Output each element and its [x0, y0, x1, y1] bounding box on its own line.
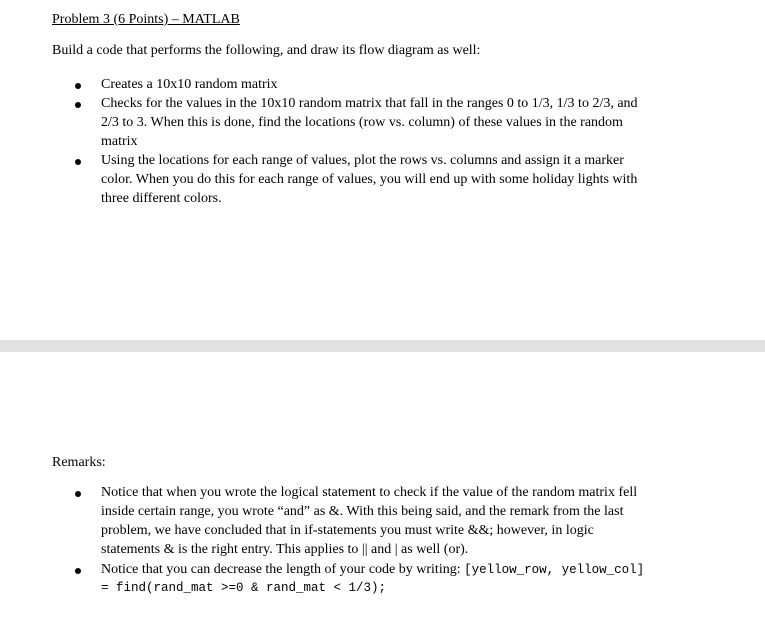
remark-1-line: inside certain range, you wrote “and” as &. With this being said, and the remark from the last: [101, 504, 624, 519]
task-2-line: 2/3 to 3. When this is done, find the locations (row vs. column) of these values in the random: [101, 115, 623, 130]
task-1-line: Creates a 10x10 random matrix: [101, 77, 278, 92]
task-2-line: matrix: [101, 134, 138, 149]
bullet-icon: [75, 83, 81, 89]
task-3-line: color. When you do this for each range of values, you will end up with some holiday lights with: [101, 172, 638, 187]
page-break-divider: [0, 340, 765, 352]
bullet-icon: [75, 102, 81, 108]
bullet-icon: [75, 159, 81, 165]
bullet-icon: [75, 568, 81, 574]
intro-text: Build a code that performs the following, and draw its flow diagram as well:: [52, 43, 481, 58]
code-snippet: = find(rand_mat >=0 & rand_mat < 1/3);: [101, 581, 387, 595]
task-2-line: Checks for the values in the 10x10 random matrix that fall in the ranges 0 to 1/3, 1/3 to 2/3, and: [101, 96, 638, 111]
remark-1-line: Notice that when you wrote the logical statement to check if the value of the random matrix fell: [101, 485, 638, 500]
remarks-heading: Remarks:: [52, 455, 106, 470]
problem-title: Problem 3 (6 Points) – MATLAB: [52, 12, 240, 27]
remark-2-text: Notice that you can decrease the length of your code by writing:: [101, 562, 465, 577]
remark-1-line: problem, we have concluded that in if-statements you must write &&; however, in logic: [101, 523, 594, 538]
remark-2-line: [101, 562, 644, 578]
code-snippet: [yellow_row, yellow_col]: [464, 563, 645, 577]
remark-1-line: statements & is the right entry. This applies to || and | as well (or).: [101, 542, 469, 557]
bullet-icon: [75, 491, 81, 497]
task-3-line: Using the locations for each range of values, plot the rows vs. columns and assign it a marker: [101, 153, 624, 168]
task-3-line: three different colors.: [101, 191, 222, 206]
